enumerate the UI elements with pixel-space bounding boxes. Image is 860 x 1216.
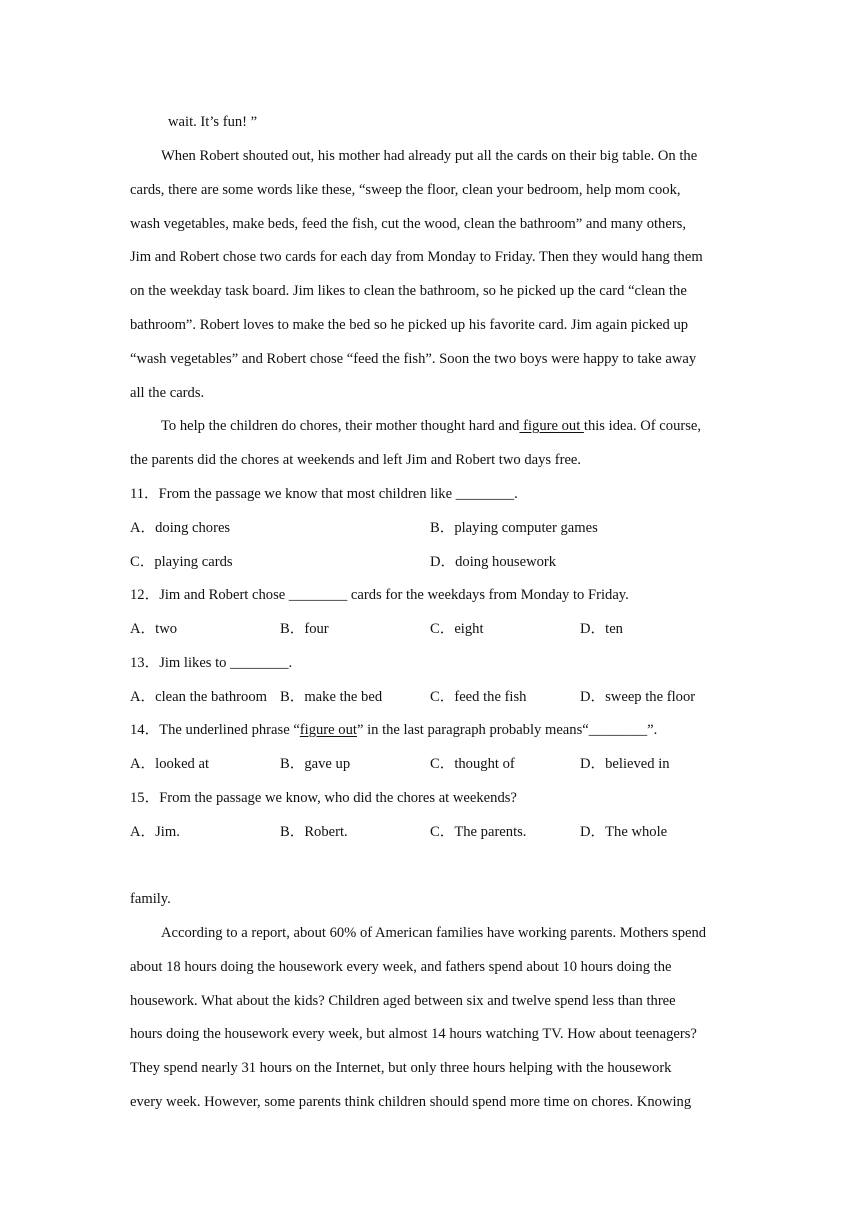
question-14-option-b: B．gave up <box>280 756 351 772</box>
passage-line: hours doing the housework every week, but almost 14 hours watching TV. How about teenagers? <box>130 1026 697 1042</box>
underlined-phrase: figure out <box>519 418 584 434</box>
question-12-option-c: C．eight <box>430 621 484 637</box>
question-12-option-d: D．ten <box>580 621 623 637</box>
question-15-option-d: D．The whole <box>580 824 668 840</box>
question-12-stem: 12．Jim and Robert chose ________ cards for the weekdays from Monday to Friday. <box>130 587 629 603</box>
passage-line: wash vegetables, make beds, feed the fish, cut the wood, clean the bathroom” and many others, <box>130 216 687 232</box>
question-13-option-d: D．sweep the floor <box>580 689 696 705</box>
question-13-option-c: C．feed the fish <box>430 689 527 705</box>
passage-line: “wash vegetables” and Robert chose “feed the fish”. Soon the two boys were happy to take away <box>130 351 697 367</box>
question-11-stem: 11．From the passage we know that most children like ________. <box>130 486 518 502</box>
passage-line: Jim and Robert chose two cards for each day from Monday to Friday. Then they would hang them <box>130 249 703 265</box>
passage-line: the parents did the chores at weekends and left Jim and Robert two days free. <box>130 452 582 468</box>
question-11-option-c: C．playing cards <box>130 554 233 570</box>
passage-line: wait. It’s fun! ” <box>168 114 258 130</box>
question-15-option-a: A．Jim. <box>130 824 180 840</box>
passage-line: cards, there are some words like these, “sweep the floor, clean your bedroom, help mom cook, <box>130 182 681 198</box>
passage-line: on the weekday task board. Jim likes to clean the bathroom, so he picked up the card “clean the <box>130 283 687 299</box>
question-15-option-b: B．Robert. <box>280 824 348 840</box>
question-14-option-c: C．thought of <box>430 756 515 772</box>
question-12-option-b: B．four <box>280 621 329 637</box>
passage-line: about 18 hours doing the housework every week, and fathers spend about 10 hours doing the <box>130 959 672 975</box>
question-15-option-d-continued: family. <box>130 891 171 907</box>
question-13-option-a: A．clean the bathroom <box>130 689 267 705</box>
passage-line <box>161 417 761 435</box>
question-12-option-a: A．two <box>130 621 178 637</box>
question-14-option-a: A．looked at <box>130 756 210 772</box>
underlined-phrase: figure out <box>299 722 357 738</box>
question-11-option-a: A．doing chores <box>130 520 231 536</box>
question-11-option-d: D．doing housework <box>430 554 557 570</box>
question-14-stem <box>130 721 730 739</box>
question-15-option-c: C．The parents. <box>430 824 527 840</box>
passage-line: When Robert shouted out, his mother had already put all the cards on their big table. On the <box>161 148 698 164</box>
passage-line: They spend nearly 31 hours on the Internet, but only three hours helping with the housework <box>130 1060 672 1076</box>
question-text: ” in the last paragraph probably means“________”. <box>356 722 658 738</box>
passage-line: all the cards. <box>130 385 205 401</box>
passage-line: bathroom”. Robert loves to make the bed so he picked up his favorite card. Jim again picked up <box>130 317 689 333</box>
passage-line: According to a report, about 60% of American families have working parents. Mothers spend <box>161 925 707 941</box>
question-11-option-b: B．playing computer games <box>430 520 598 536</box>
passage-line: housework. What about the kids? Children aged between six and twelve spend less than three <box>130 993 676 1009</box>
passage-line: every week. However, some parents think children should spend more time on chores. Knowing <box>130 1094 692 1110</box>
question-13-option-b: B．make the bed <box>280 689 383 705</box>
question-13-stem: 13．Jim likes to ________. <box>130 655 293 671</box>
passage-text: To help the children do chores, their mother thought hard and <box>161 418 520 434</box>
question-text: 14．The underlined phrase “ <box>130 722 300 738</box>
question-14-option-d: D．believed in <box>580 756 670 772</box>
question-15-stem: 15．From the passage we know, who did the chores at weekends? <box>130 790 517 806</box>
passage-text: this idea. Of course, <box>583 418 702 434</box>
